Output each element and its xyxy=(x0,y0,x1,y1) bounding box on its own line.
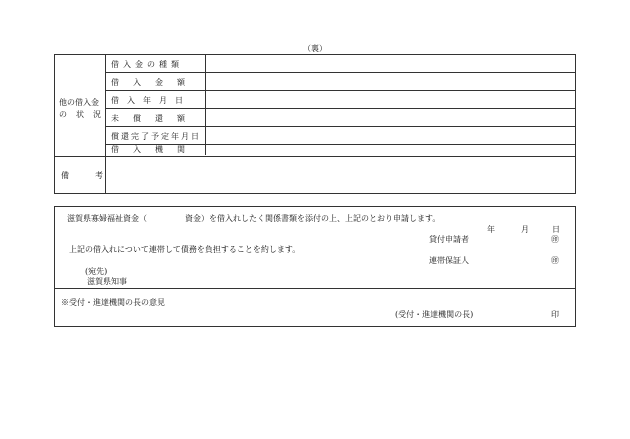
loan-status-table xyxy=(54,54,576,194)
date-day: 日 xyxy=(552,225,560,234)
opinion-title: ※受付・進達機関の長の意見 xyxy=(61,298,165,307)
remarks-divider xyxy=(55,156,575,157)
guarantor-seal: ㊞ xyxy=(551,256,559,265)
page-title: （裏） xyxy=(303,44,327,53)
opinion-divider xyxy=(55,288,575,289)
row-divider xyxy=(105,108,575,109)
section-label-2: の 状 況 xyxy=(59,110,101,119)
statement-part2: 資金）を借入れしたく関係書類を添付の上、上記のとおり申請します。 xyxy=(185,214,441,223)
row-label-loan-amount: 借入金額 xyxy=(111,78,199,87)
row-label-loan-type: 借入金の種類 xyxy=(111,60,183,69)
row-label-lender: 借入機関 xyxy=(111,145,199,154)
row-label-completion-date: 償還完了予定年月日 xyxy=(111,132,201,141)
section-label: 他の借入金 xyxy=(59,98,99,107)
remarks-label-b: 考 xyxy=(95,171,103,180)
date-year: 年 xyxy=(487,225,495,234)
addressee: (宛先) xyxy=(85,267,108,276)
row-label-outstanding: 未償還額 xyxy=(111,114,199,123)
guarantor-statement: 上記の借入れについて連帯して債務を負担することを約します。 xyxy=(69,245,301,254)
governor: 滋賀県知事 xyxy=(87,277,127,286)
application-box xyxy=(54,206,576,327)
applicant-seal: ㊞ xyxy=(551,235,559,244)
guarantor-label: 連帯保証人 xyxy=(429,256,469,265)
column-divider xyxy=(105,55,106,193)
row-divider xyxy=(105,126,575,127)
row-divider xyxy=(105,72,575,73)
date-month: 月 xyxy=(521,225,529,234)
applicant-label: 貸付申請者 xyxy=(429,235,469,244)
opinion-authority: (受付・進達機関の長) xyxy=(395,310,474,319)
opinion-seal: 印 xyxy=(551,310,559,319)
row-divider xyxy=(105,90,575,91)
row-label-loan-date: 借入年月日 xyxy=(111,96,191,105)
statement-part1: 滋賀県寡婦福祉資金（ xyxy=(67,214,147,223)
remarks-label-a: 備 xyxy=(61,171,69,180)
column-divider xyxy=(205,55,206,155)
